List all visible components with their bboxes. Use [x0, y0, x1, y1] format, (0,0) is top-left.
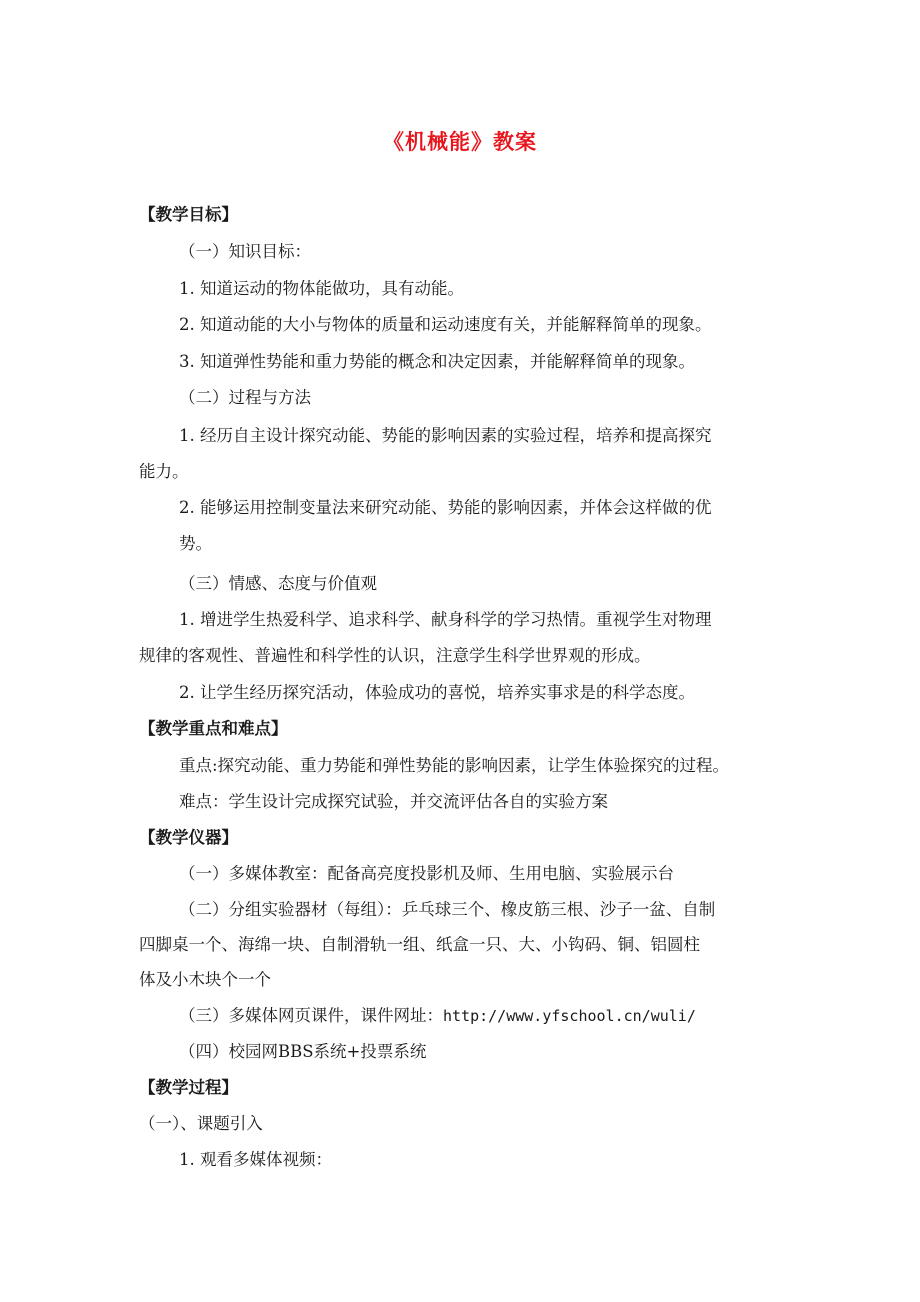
- process-item-2-line-1: 2. 能够运用控制变量法来研究动能、势能的影响因素，并体会这样做的优: [179, 498, 712, 517]
- procedure-heading: 【教学过程】: [139, 1078, 238, 1097]
- knowledge-item-2: 2. 知道动能的大小与物体的质量和运动速度有关，并能解释简单的现象。: [179, 315, 712, 334]
- equipment-item-2-line-2: 四脚桌一个、海绵一块、自制滑轨一组、纸盒一只、大、小钩码、铜、铝圆柱: [139, 935, 700, 954]
- emotion-item-1-line-2: 规律的客观性、普遍性和科学性的认识，注意学生科学世界观的形成。: [139, 646, 651, 665]
- knowledge-heading: （一）知识目标：: [179, 242, 311, 261]
- process-item-2-line-2: 势。: [179, 534, 212, 553]
- emotion-item-2: 2. 让学生经历探究活动，体验成功的喜悦，培养实事求是的科学态度。: [179, 683, 695, 702]
- courseware-url[interactable]: http://www.yfschool.cn/wuli/: [443, 1007, 696, 1025]
- key-points-heading: 【教学重点和难点】: [139, 719, 288, 738]
- emotion-item-1-line-1: 1. 增进学生热爱科学、追求科学、献身科学的学习热情。重视学生对物理: [179, 610, 712, 629]
- procedure-step-1: 1. 观看多媒体视频：: [179, 1150, 332, 1169]
- difficult-point: 难点：学生设计完成探究试验，并交流评估各自的实验方案: [179, 792, 608, 811]
- equipment-heading: 【教学仪器】: [139, 828, 238, 847]
- equipment-item-3: [179, 1005, 696, 1027]
- procedure-sub-1: （一）、课题引入: [139, 1114, 263, 1133]
- equipment-item-1: （一）多媒体教室：配备高亮度投影机及师、生用电脑、实验展示台: [179, 864, 674, 883]
- process-item-1-line-1: 1. 经历自主设计探究动能、势能的影响因素的实验过程，培养和提高探究: [179, 426, 712, 445]
- process-heading: （二）过程与方法: [179, 388, 311, 407]
- emotion-heading: （三）情感、态度与价值观: [179, 574, 377, 593]
- equipment-item-4: （四）校园网BBS系统+投票系统: [179, 1042, 427, 1061]
- objectives-heading: 【教学目标】: [139, 205, 238, 224]
- equipment-item-2-line-1: （二）分组实验器材（每组）：乒乓球三个、橡皮筋三根、沙子一盆、自制: [179, 900, 716, 919]
- knowledge-item-1: 1. 知道运动的物体能做功，具有动能。: [179, 279, 464, 298]
- key-point: 重点:探究动能、重力势能和弹性势能的影响因素，让学生体验探究的过程。: [179, 756, 730, 775]
- process-item-1-line-2: 能力。: [139, 462, 189, 481]
- equipment-item-2-line-3: 体及小木块个一个: [139, 970, 271, 989]
- courseware-label: （三）多媒体网页课件，课件网址：: [179, 1006, 443, 1025]
- knowledge-item-3: 3. 知道弹性势能和重力势能的概念和决定因素，并能解释简单的现象。: [179, 352, 695, 371]
- document-title: 《机械能》教案: [383, 130, 537, 154]
